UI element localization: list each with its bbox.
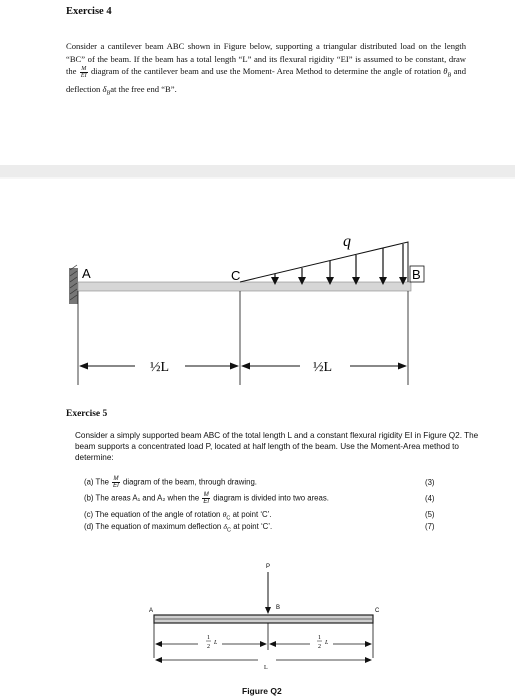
exercise4-text-part2: diagram of the cantilever beam and use the Moment- Area Method to determine the angle of rotation: [90, 66, 441, 77]
question-a-text: diagram of the beam, through drawing.: [123, 477, 257, 487]
question-b-marks: (4): [425, 494, 435, 503]
fraction-numerator: 1: [207, 635, 210, 641]
question-c-text: at point ‘C’.: [232, 510, 272, 519]
figure-q2-caption: Figure Q2: [242, 686, 282, 696]
question-c-marks: (5): [425, 510, 435, 519]
fraction-denominator: EI: [113, 483, 119, 489]
delta-symbol: δ: [223, 522, 228, 531]
m-over-ei-fraction: [202, 492, 210, 505]
exercise4-problem-text: [66, 40, 466, 100]
point-b-label: B: [276, 605, 281, 611]
theta-symbol: θ: [443, 66, 448, 77]
fraction-denominator: 2: [318, 644, 321, 650]
question-a-prefix: (a) The: [84, 477, 109, 487]
question-b-prefix: (b) The areas A₁ and A₂ when the: [84, 493, 200, 503]
length-variable: L: [325, 640, 329, 646]
dimension-right-half-fraction: [317, 635, 329, 650]
delta-symbol: δ: [102, 83, 107, 94]
theta-symbol: θ: [222, 510, 227, 519]
theta-subscript: C: [226, 515, 231, 522]
exercise4-text-part1: Consider a cantilever beam ABC shown in Figure below, supporting a triangular distributed load on the length “BC” of the beam. If the beam has a total length “L” and its flexural rigidity “EI” is assumed to be constant, draw the: [66, 41, 466, 77]
fraction-denominator: 2: [207, 644, 210, 650]
exercise5-intro: Consider a simply supported beam ABC of the total length L and a constant flexural rigidity EI in Figure Q2. The beam supports a concentrated load P, located at half length of the beam. Use the Moment-Area method to determine:: [75, 431, 479, 463]
cantilever-beam: [78, 282, 411, 291]
dimension-left-label: ½L: [150, 360, 170, 375]
exercise5-title: Exercise 5: [66, 409, 108, 419]
point-a-label: A: [149, 608, 154, 614]
question-b: [84, 492, 329, 505]
point-a-label: A: [82, 266, 91, 281]
exercise4-text-part3: and deflection: [66, 66, 467, 94]
question-d-prefix: (d) The equation of maximum deflection: [84, 522, 222, 531]
question-d-text: at point ‘C’.: [233, 522, 273, 531]
m-over-ei-fraction: [112, 476, 120, 489]
cantilever-beam-figure: [0, 180, 515, 385]
question-a: [84, 476, 257, 489]
fixed-support: [69, 265, 78, 304]
fraction-numerator: 1: [318, 635, 321, 641]
point-b-label: B: [412, 267, 421, 282]
fraction-denominator: EI: [203, 499, 210, 505]
point-c-label: C: [231, 268, 241, 283]
page-divider: [0, 165, 515, 177]
question-b-text: diagram is divided into two areas.: [213, 493, 329, 503]
exercise4-text-part4: at the free end “B”.: [110, 83, 177, 94]
dimension-right-label: ½L: [313, 360, 333, 375]
question-c-prefix: (c) The equation of the angle of rotation: [84, 510, 221, 519]
point-load-label: P: [266, 564, 271, 570]
load-label-q: q: [343, 233, 351, 250]
exercise4-title: Exercise 4: [66, 6, 112, 17]
fraction-numerator: M: [81, 65, 87, 72]
delta-subscript: B: [106, 90, 111, 97]
distributed-load-arrows: [275, 244, 403, 281]
question-d-marks: (7): [425, 522, 435, 531]
simply-supported-beam-figure: [0, 540, 515, 685]
point-c-label: C: [375, 608, 380, 614]
length-variable: L: [214, 640, 218, 646]
question-c: [84, 510, 272, 522]
total-length-label: L: [264, 665, 268, 671]
page-divider-shadow: [0, 177, 515, 179]
m-over-ei-fraction: [80, 66, 88, 79]
question-a-marks: (3): [425, 478, 435, 487]
theta-subscript: B: [447, 72, 452, 79]
question-d: [84, 522, 272, 534]
dimension-left-half-fraction: [206, 635, 218, 650]
fraction-numerator: M: [113, 476, 119, 482]
fraction-denominator: EI: [80, 72, 87, 79]
fraction-numerator: M: [203, 492, 209, 498]
delta-subscript: C: [227, 527, 232, 534]
